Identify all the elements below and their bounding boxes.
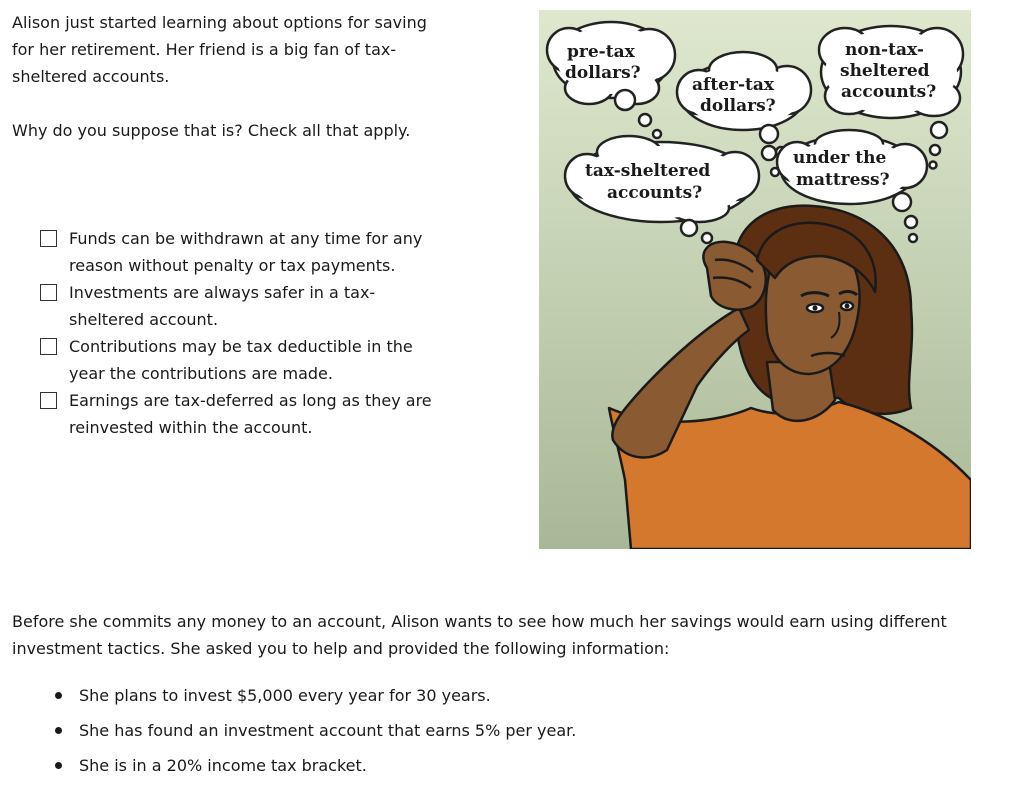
intro-text: Alison just started learning about options for saving for her retirement. Her friend is a big fan of tax-sheltered accounts. xyxy=(12,13,427,86)
left-pupil xyxy=(813,306,818,311)
bubble-non-tax-line2: sheltered xyxy=(840,61,930,81)
scenario-paragraph: Before she commits any money to an account, Alison wants to see how much her savings would earn using different investment tactics. She asked you to help and provided the following information: xyxy=(12,612,947,658)
answer-options xyxy=(40,225,440,441)
option-item[interactable] xyxy=(40,279,440,333)
option-label: Earnings are tax-deferred as long as they are reinvested within the account. xyxy=(69,391,432,437)
option-checkbox[interactable] xyxy=(40,230,57,247)
thinking-woman-illustration xyxy=(539,10,971,549)
bubble-after-tax-line2: dollars? xyxy=(700,96,776,116)
option-label: Contributions may be tax deductible in the year the contributions are made. xyxy=(69,337,413,383)
bubble-mattress-line2: mattress? xyxy=(796,170,890,190)
option-item[interactable] xyxy=(40,333,440,387)
scenario-bullets xyxy=(55,682,576,787)
bubble-tax-sheltered-line1: tax-sheltered xyxy=(585,161,711,181)
option-item[interactable] xyxy=(40,387,440,441)
bubble-non-tax-line3: accounts? xyxy=(841,82,937,102)
bubble-after-tax-line1: after-tax xyxy=(692,75,775,95)
bullet-item: She is in a 20% income tax bracket. xyxy=(55,752,576,779)
option-label: Funds can be withdrawn at any time for any reason without penalty or tax payments. xyxy=(69,229,423,275)
option-checkbox[interactable] xyxy=(40,338,57,355)
bubble-tax-sheltered-line2: accounts? xyxy=(607,183,703,203)
option-checkbox[interactable] xyxy=(40,392,57,409)
option-checkbox[interactable] xyxy=(40,284,57,301)
bubble-non-tax-line1: non-tax- xyxy=(845,40,924,60)
option-item[interactable] xyxy=(40,225,440,279)
bullet-item: She plans to invest $5,000 every year for 30 years. xyxy=(55,682,576,709)
illustration-svg xyxy=(539,10,971,549)
bubble-mattress-line1: under the xyxy=(793,148,887,168)
bullet-item: She has found an investment account that earns 5% per year. xyxy=(55,717,576,744)
bubble-pre-tax-line1: pre-tax xyxy=(567,42,635,62)
question-text: Why do you suppose that is? Check all that apply. xyxy=(12,121,411,140)
option-label: Investments are always safer in a tax-sheltered account. xyxy=(69,283,376,329)
bubble-pre-tax-line2: dollars? xyxy=(565,63,641,83)
right-pupil xyxy=(845,304,850,309)
